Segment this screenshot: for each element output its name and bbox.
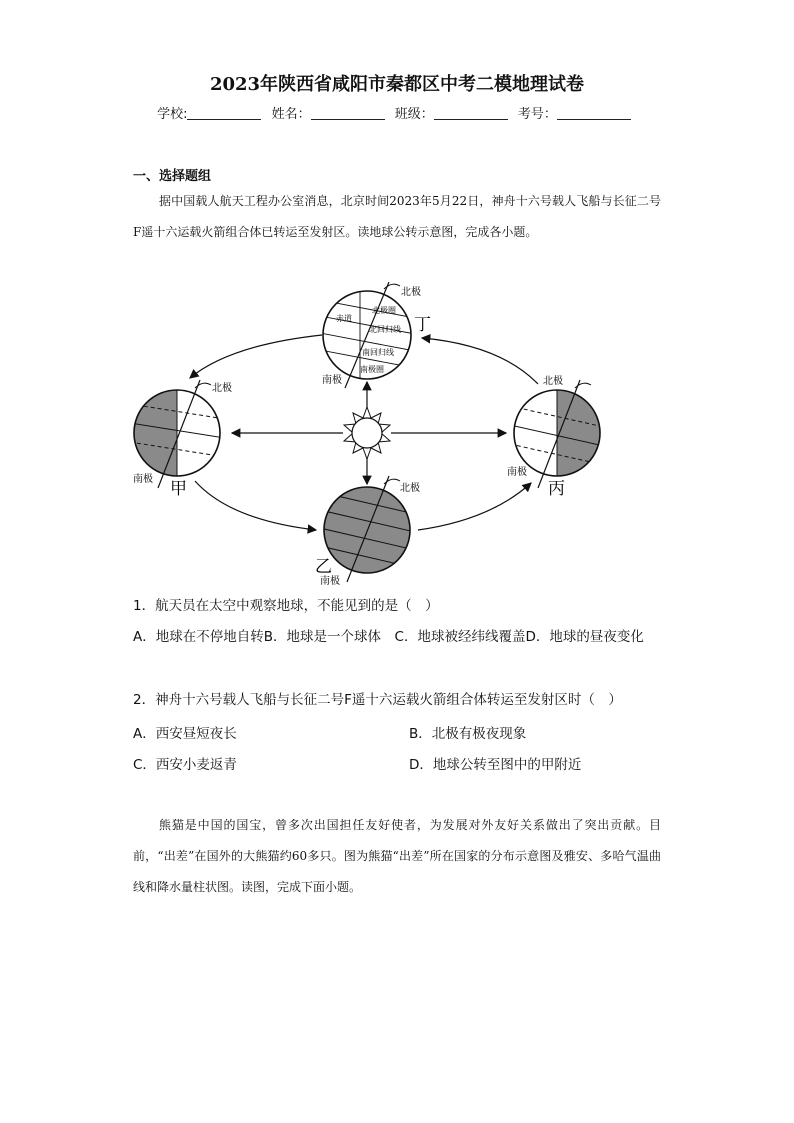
name-label: 姓名： <box>271 107 311 122</box>
yi-label: 乙 <box>315 557 332 577</box>
jia-label: 甲 <box>170 479 187 499</box>
orbit-arc-ding-to-jia <box>190 335 322 378</box>
exam-title: 2023年陕西省咸阳市秦都区中考二模地理试卷 <box>209 74 585 95</box>
jia-north-label: 北极 <box>212 383 232 394</box>
q2-option-b[interactable]: B．北极有极夜现象 <box>409 726 527 742</box>
question-1-options <box>133 622 673 653</box>
ding-north-label: 北极 <box>401 287 421 298</box>
q1-option-c[interactable]: C．地球被经纬线覆盖 <box>394 629 526 645</box>
equator-label: 赤道 <box>336 314 352 323</box>
globe-jia <box>130 380 225 488</box>
orbit-arc-bing-to-ding <box>422 338 538 384</box>
student-info-row <box>0 103 794 122</box>
q2-option-d[interactable]: D．地球公转至图中的甲附近 <box>409 757 582 773</box>
class-label: 班级： <box>394 107 434 122</box>
name-blank[interactable] <box>311 107 385 120</box>
panda-passage: 熊猫是中国的国宝，曾多次出国担任友好使者，为发展对外友好关系做出了突出贡献。目前，“出差”在国外的大熊猫约60多只。图为熊猫“出差”所在国家的分布示意图及雅安、多哈气温曲线和降水量柱状图。读图，完成下面小题。 <box>133 818 661 894</box>
number-blank[interactable] <box>557 107 631 120</box>
earth-revolution-diagram <box>0 280 794 590</box>
q1-option-a[interactable]: A．地球在不停地自转 <box>133 629 264 645</box>
question-1-stem: 1．航天员在太空中观察地球，不能见到的是（ ） <box>133 598 439 614</box>
ding-south-label: 南极 <box>322 375 342 386</box>
class-blank[interactable] <box>434 107 508 120</box>
section-heading: 一、选择题组 <box>133 169 212 184</box>
q2-option-a[interactable]: A．西安昼短夜长 <box>133 726 237 742</box>
school-label: 学校: <box>157 107 188 122</box>
orbit-arc-jia-to-yi <box>195 481 316 530</box>
intro-passage: 据中国载人航天工程办公室消息，北京时间2023年5月22日，神舟十六号载人飞船与长征二号F遥十六运载火箭组合体已转运至发射区。读地球公转示意图，完成各小题。 <box>133 194 661 239</box>
bing-south-label: 南极 <box>507 467 527 478</box>
tropic-capricorn-label: 南回归线 <box>362 348 394 357</box>
number-label: 考号： <box>517 107 557 122</box>
school-blank[interactable] <box>187 107 261 120</box>
yi-south-label: 南极 <box>320 576 340 587</box>
q1-option-b[interactable]: B．地球是一个球体 <box>263 629 382 645</box>
sun-icon <box>344 407 390 459</box>
arctic-circle-label: 北极圈 <box>372 306 396 315</box>
bing-label: 丙 <box>548 479 565 499</box>
bing-north-label: 北极 <box>543 376 563 387</box>
orbit-arc-yi-to-bing <box>418 483 531 530</box>
question-2-stem: 2．神舟十六号载人飞船与长征二号F遥十六运载火箭组合体转运至发射区时（ ） <box>133 692 622 708</box>
ding-label: 丁 <box>414 315 431 335</box>
tropic-cancer-label: 北回归线 <box>369 325 401 334</box>
q1-option-d[interactable]: D．地球的昼夜变化 <box>525 629 644 645</box>
q2-option-c[interactable]: C．西安小麦返青 <box>133 757 237 773</box>
jia-south-label: 南极 <box>133 474 153 485</box>
yi-north-label: 北极 <box>400 483 420 494</box>
antarctic-circle-label: 南极圈 <box>360 365 384 374</box>
